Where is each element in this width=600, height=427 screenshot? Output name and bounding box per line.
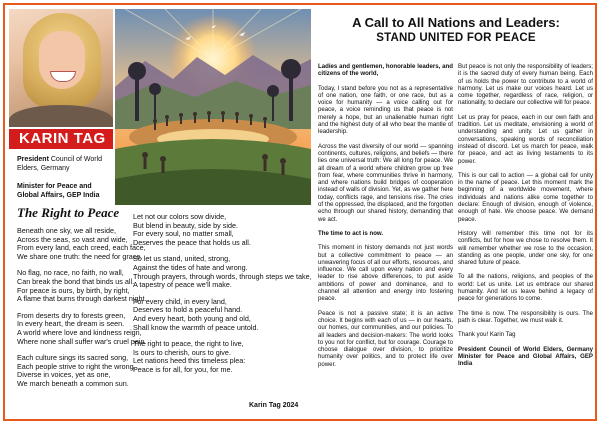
poem-line: In every heart, the dream is seen. xyxy=(17,319,125,329)
letter-paragraph: But peace is not only the responsibility of leaders; it is the sacred duty of every human being. Each of us holds the power to contribute to a world of harmony. Let us make our voices heard. Let us come together, regardless of race, religion, or nationality, to declare our collective will for peace. xyxy=(458,63,593,107)
poem-line: We share one truth: the need for grace. xyxy=(17,251,143,261)
poem-line: Where none shall suffer war's cruel pain. xyxy=(17,336,147,346)
poem-line: Diverse in voices, yet as one, xyxy=(17,370,111,380)
poem-line: A tapestry of peace we'll make. xyxy=(133,280,232,290)
poem-stanza xyxy=(17,268,147,304)
poem-line: For every child, in every land, xyxy=(133,296,227,306)
letter-paragraph: The time is now. The responsibility is ours. The path is clear. Together, we must walk it. xyxy=(458,309,593,324)
poem-line: Let not our colors sow divide, xyxy=(133,212,227,221)
poem-column-right xyxy=(133,212,312,383)
letter-paragraph: To all the nations, religions, and peoples of the world: Let us unite. Let us embrace our shared humanity. And let us leave behind a legacy of peace for generations to come. xyxy=(458,273,593,303)
letter-paragraph: President Council of World Elders, Germany Minister for Peace and Global Affairs, GEP India xyxy=(458,345,593,368)
poem-line: So let us stand, united, strong, xyxy=(133,254,231,264)
poem-line: Is ours to cherish, ours to give. xyxy=(133,347,231,357)
poem-stanza xyxy=(17,354,137,388)
letter-paragraph: Thank you! Karin Tag xyxy=(458,331,516,339)
letter-paragraph: Let us pray for peace, each in our own faith and tradition. Let us meditate, envisioning a world of understanding and unity. Let us gather in conversations, speaking words of reconciliation instead of discord. Let us march for peace, walk for peace, and act as living testaments to its power. xyxy=(458,113,593,165)
poem-line: No flag, no race, no faith, no wall, xyxy=(17,268,124,278)
poem-line: A flame that burns through darkest night. xyxy=(17,294,147,304)
poem-stanza xyxy=(133,340,308,374)
poem-line: The right to peace, the right to live, xyxy=(133,339,244,349)
letter-paragraph: History will remember this time not for its conflicts, but for how we chose to resolve them. It will remember whether we rose to the occasion, standing as one people, under one sky, for one shared future of peace. xyxy=(458,229,593,267)
poem-line: Deserves the peace that holds us all. xyxy=(133,237,251,247)
poem-line: For every soul, no matter small, xyxy=(133,229,234,239)
poem-signature: Karin Tag 2024 xyxy=(249,402,299,409)
poem-stanza xyxy=(133,254,312,290)
poem-line: And every heart, both young and old, xyxy=(133,313,251,323)
author-portrait xyxy=(9,9,113,127)
author-name: KARIN TAG xyxy=(19,130,106,147)
poem-line: For peace is ours, by birth, by right, xyxy=(17,285,130,295)
poem-stanza xyxy=(17,310,147,346)
poem-line: Deserves to hold a peaceful hand. xyxy=(133,305,243,315)
letter-subheading: STAND UNITED FOR PEACE xyxy=(376,32,536,44)
letter-paragraph: This is our call to action — a global call for unity in the name of peace. Let this moment mark the beginning of a worldwide movement, where individuals and nations alike come together to declare: Enough of division, enough of violence, enough of hate. We choose peace. We demand peace. xyxy=(458,171,593,223)
poem-line: Through prayers, through words, through steps we take, xyxy=(133,271,312,281)
poem-line: Against the tides of hate and wrong. xyxy=(133,262,248,272)
peace-painting xyxy=(115,9,311,205)
letter-paragraph: Across the vast diversity of our world — spanning continents, cultures, religions, and beliefs — there lies one universal truth: We all long for peace. We all dream of a world where children grow up free from fear, where communities thrive in harmony, and where nations build bridges of cooperation instead of walls of division. Yet, as we gather here today, conflicts rage, and tensions rise. The cries of the oppressed, the displaced, and the forgotten echo through our shared history, demanding that we act. xyxy=(318,142,453,223)
letter-column-1 xyxy=(318,63,453,375)
poem-stanza xyxy=(133,213,308,247)
poem-line: Let nations heed this timeless plea: xyxy=(133,356,246,366)
flyer-page xyxy=(3,3,597,421)
letter-paragraph: The time to act is now. xyxy=(318,229,384,237)
poem-line: Shall know the warmth of peace untold. xyxy=(133,322,259,332)
poem-line: From deserts dry to forests green, xyxy=(17,310,126,320)
poem-column-left xyxy=(17,226,147,397)
poem-stanza xyxy=(17,226,146,261)
poem-line: A world where love and kindness reign, xyxy=(17,327,142,337)
poem-line: Each culture sings its sacred song, xyxy=(17,353,129,363)
poem-line: From every land, each creed, each face, xyxy=(17,243,146,253)
letter-paragraph: Today, I stand before you not as a representative of one nation, one faith, or one race, but as a voice for humanity — a voice calling out for peace, a voice reminding us that peace is not merely a hope, but an unalienable human right and the highest duty of all who bear the mantle of leadership. xyxy=(318,84,453,136)
poem-line: Can break the bond that binds us all. xyxy=(17,276,135,286)
poem-title: The Right to Peace xyxy=(17,205,120,220)
letter-column-2 xyxy=(458,63,593,374)
poem-line: Peace is for all, for you, for me. xyxy=(133,364,233,374)
poem-line: But blend in beauty, side by side. xyxy=(133,220,238,230)
poem-line: We march beneath a common sun. xyxy=(17,378,129,388)
poem-line: Across the seas, so vast and wide, xyxy=(17,234,128,244)
poem-line: Beneath one sky, we all reside, xyxy=(17,226,116,235)
poem-line: Each people strive to right the wrong. xyxy=(17,361,136,371)
letter-paragraph: This moment in history demands not just words but a collective commitment to peace — an unwavering focus of all our efforts, resources, and influence. We call upon every nation and every leader to rise above differences, to put aside ambitions of power and dominance, and to channel all attention and energy into fostering peace. xyxy=(318,244,453,303)
author-role-minister: Minister for Peace and Global Affairs, GEP India xyxy=(17,183,100,199)
author-role-president: President Council of World Elders, Germany xyxy=(17,156,103,172)
poem-stanza xyxy=(133,298,308,332)
letter-heading: A Call to All Nations and Leaders: xyxy=(352,15,560,30)
letter-paragraph: Ladies and gentlemen, honorable leaders, and citizens of the world, xyxy=(318,63,453,78)
letter-paragraph: Peace is not a passive state; it is an active choice. It begins with each of us — in our hearts, our homes, our communities, and our policies. To all leaders and decision-makers: The world looks to you not for conflict, but for courage. Courage to choose dialogue over division, to prioritize humanity over politics, and to protect life over power. xyxy=(318,309,453,368)
